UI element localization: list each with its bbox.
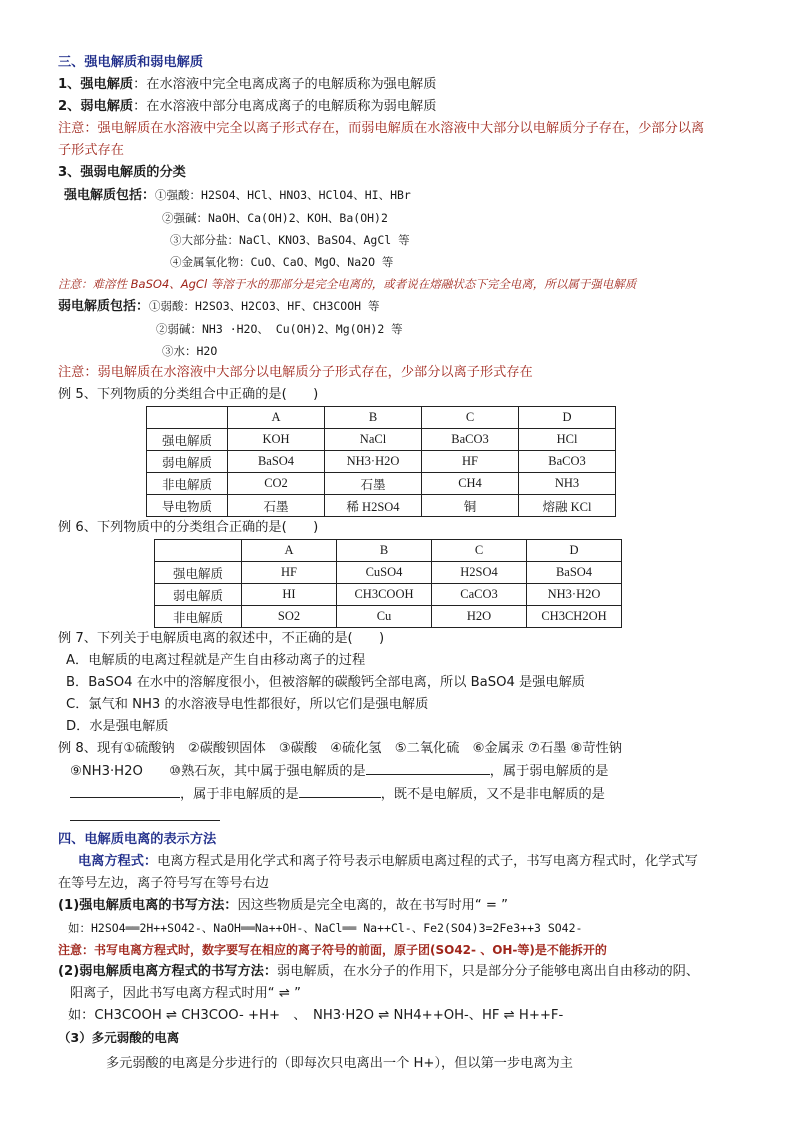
ex5-question: 例 5、下列物质的分类组合中正确的是( ) (58, 387, 319, 402)
ex6-table (154, 539, 622, 628)
table-cell: NH3 (519, 473, 616, 495)
strong-method-text: 因这些物质是完全电离的，故在书写时用“ = ” (237, 898, 508, 913)
ex8-text-weak: ，属于弱电解质的是 (489, 764, 609, 779)
table-cell: NH3·H2O (325, 451, 422, 473)
strong-item-4: ④金属氧化物：CuO、CaO、MgO、Na2O 等 (170, 255, 394, 269)
note1-line1: 注意：强电解质在水溶液中完全以离子形式存在，而弱电解质在水溶液中大部分以电解质分子存在，少部分以离 (58, 121, 705, 136)
table-cell: HI (242, 584, 337, 606)
ex7-question: 例 7、下列关于电解质电离的叙述中，不正确的是( ) (58, 631, 385, 646)
polyacid-title: （3）多元弱酸的电离 (58, 1030, 180, 1045)
eq-def-line2: 在等号左边，离子符号写在等号右边 (58, 876, 269, 891)
strong-includes-label: 强电解质包括： (64, 188, 156, 203)
table-cell: 非电解质 (147, 473, 228, 495)
ex8-text-non: ，属于非电解质的是 (180, 787, 299, 802)
table-header-row (147, 407, 616, 429)
table-cell (155, 540, 242, 562)
table-cell: HCl (519, 429, 616, 451)
ex8-line3 (58, 783, 740, 806)
table-cell: 稀 H2SO4 (325, 495, 422, 517)
table-cell: BaSO4 (228, 451, 325, 473)
answer-blank-strong[interactable] (366, 760, 490, 775)
section3-title: 三、强电解质和弱电解质 (58, 55, 204, 70)
strong-item-3: ③大部分盐：NaCl、KNO3、BaSO4、AgCl 等 (170, 233, 410, 247)
table-cell: D (527, 540, 622, 562)
ex8-line1: 例 8、现有①硫酸钠 ②碳酸钡固体 ③碳酸 ④硫化氢 ⑤二氧化硫 ⑥金属汞 ⑦石墨 ⑧苛性钠 (58, 741, 622, 756)
table-cell: CH4 (422, 473, 519, 495)
note2: 注意：难溶性 BaSO4、AgCl 等溶于水的那部分是完全电离的，或者说在熔融状态下完全电离，所以属于强电解质 (58, 277, 637, 291)
ex7-option-c: C．氯气和 NH3 的水溶液导电性都很好，所以它们是强电解质 (66, 697, 429, 712)
table-cell: SO2 (242, 606, 337, 628)
table-row (147, 473, 616, 495)
table-row (147, 451, 616, 473)
answer-blank-non[interactable] (299, 783, 381, 798)
table-cell: 强电解质 (147, 429, 228, 451)
table-cell: CuSO4 (337, 562, 432, 584)
note3: 注意：弱电解质在水溶液中大部分以电解质分子形式存在，少部分以离子形式存在 (58, 365, 533, 380)
table-cell: KOH (228, 429, 325, 451)
document-page (58, 52, 740, 1075)
strong-item-1: ①强酸：H2SO4、HCl、HNO3、HClO4、HI、HBr (155, 188, 411, 202)
table-cell: BaCO3 (519, 451, 616, 473)
section4-title: 四、电解质电离的表示方法 (58, 832, 217, 847)
strong-item-2: ②强碱：NaOH、Ca(OH)2、KOH、Ba(OH)2 (162, 211, 388, 225)
ex8-text-strong: ⑨NH3·H2O ⑩熟石灰，其中属于强电解质的是 (70, 764, 366, 779)
table-cell: B (337, 540, 432, 562)
eq-def-text: 电离方程式是用化学式和离子符号表示电解质电离过程的式子，书写电离方程式时，化学式写 (157, 854, 698, 869)
weak-label: 2、弱电解质 (58, 99, 134, 114)
table-cell: 熔融 KCl (519, 495, 616, 517)
ex5-table (146, 406, 616, 517)
strong-method-line (58, 895, 740, 917)
ex7-option-b: B．BaSO4 在水中的溶解度很小，但被溶解的碳酸钙全部电离，所以 BaSO4 是强电解质 (66, 675, 585, 690)
ex7-option-a: A．电解质的电离过程就是产生自由移动离子的过程 (66, 653, 366, 668)
strong-method-label: (1)强电解质电离的书写方法： (58, 898, 238, 913)
table-cell: 石墨 (228, 495, 325, 517)
table-cell: H2SO4 (432, 562, 527, 584)
weak-method-text: 弱电解质，在水分子的作用下，只是部分分子能够电离出自由移动的阴、 (277, 964, 700, 979)
table-cell: C (432, 540, 527, 562)
table-cell: 强电解质 (155, 562, 242, 584)
strong-electrolyte-definition (58, 74, 740, 96)
table-cell: CO2 (228, 473, 325, 495)
table-row (155, 562, 622, 584)
table-cell: 弱电解质 (147, 451, 228, 473)
table-cell: A (242, 540, 337, 562)
table-row (155, 584, 622, 606)
table-row (155, 606, 622, 628)
table-cell: H2O (432, 606, 527, 628)
table-cell: Cu (337, 606, 432, 628)
table-cell (147, 407, 228, 429)
table-header-row (155, 540, 622, 562)
table-row (147, 429, 616, 451)
eq-label: 电离方程式： (78, 854, 158, 869)
weak-electrolyte-definition (58, 96, 740, 118)
strong-example: 如：H2SO4══2H++SO42-、NaOH══Na++OH-、NaCl══ Na++Cl-、Fe2(SO4)3=2Fe3++3 SO42- (68, 921, 583, 935)
strong-def-text: ：在水溶液中完全电离成离子的电解质称为强电解质 (133, 77, 437, 92)
strong-items-line (58, 184, 740, 207)
weak-method-line2: 阳离子，因此书写电离方程式时用“ ⇌ ” (70, 986, 301, 1001)
table-cell: 非电解质 (155, 606, 242, 628)
eq-def-line1 (58, 851, 740, 873)
weak-def-text: ：在水溶液中部分电离成离子的电解质称为弱电解质 (133, 99, 437, 114)
strong-label: 1、强电解质 (58, 77, 134, 92)
table-cell: BaCO3 (422, 429, 519, 451)
table-cell: CaCO3 (432, 584, 527, 606)
weak-method-label: (2)弱电解质电离方程式的书写方法： (58, 964, 278, 979)
table-cell: NH3·H2O (527, 584, 622, 606)
ex8-line2 (58, 760, 740, 783)
table-cell: 导电物质 (147, 495, 228, 517)
ex8-text-neither: ，既不是电解质，又不是非电解质的是 (380, 787, 605, 802)
table-row (147, 495, 616, 517)
table-cell: CH3CH2OH (527, 606, 622, 628)
ex7-option-d: D．水是强电解质 (66, 719, 169, 734)
table-cell: NaCl (325, 429, 422, 451)
weak-item-3: ③水：H2O (162, 344, 218, 358)
classify-title: 3、强弱电解质的分类 (58, 165, 186, 180)
table-cell: A (228, 407, 325, 429)
note1-line2: 子形式存在 (58, 143, 124, 158)
note4: 注意：书写电离方程式时，数字要写在相应的离子符号的前面，原子团(SO42- 、OH-等)是不能拆开的 (58, 943, 607, 957)
ex8-line4 (58, 806, 740, 829)
weak-includes-label: 弱电解质包括： (58, 299, 150, 314)
weak-item-2: ②弱碱：NH3 ·H2O、 Cu(OH)2、Mg(OH)2 等 (156, 322, 403, 336)
table-cell: BaSO4 (527, 562, 622, 584)
weak-items-line (58, 295, 740, 318)
polyacid-text: 多元弱酸的电离是分步进行的（即每次只电离出一个 H+），但以第一步电离为主 (106, 1056, 573, 1071)
table-cell: CH3COOH (337, 584, 432, 606)
weak-item-1: ①弱酸：H2SO3、H2CO3、HF、CH3COOH 等 (149, 299, 380, 313)
table-cell: 弱电解质 (155, 584, 242, 606)
table-cell: D (519, 407, 616, 429)
table-cell: 石墨 (325, 473, 422, 495)
answer-blank-neither[interactable] (70, 806, 220, 821)
table-cell: C (422, 407, 519, 429)
weak-example: 如：CH3COOH ⇌ CH3COO- +H+ 、 NH3·H2O ⇌ NH4++OH-、HF ⇌ H++F- (68, 1008, 564, 1023)
table-cell: HF (242, 562, 337, 584)
weak-method-line1 (58, 961, 740, 983)
table-cell: B (325, 407, 422, 429)
ex6-question: 例 6、下列物质中的分类组合正确的是( ) (58, 520, 319, 535)
table-cell: HF (422, 451, 519, 473)
table-cell: 铜 (422, 495, 519, 517)
answer-blank-weak[interactable] (70, 783, 180, 798)
